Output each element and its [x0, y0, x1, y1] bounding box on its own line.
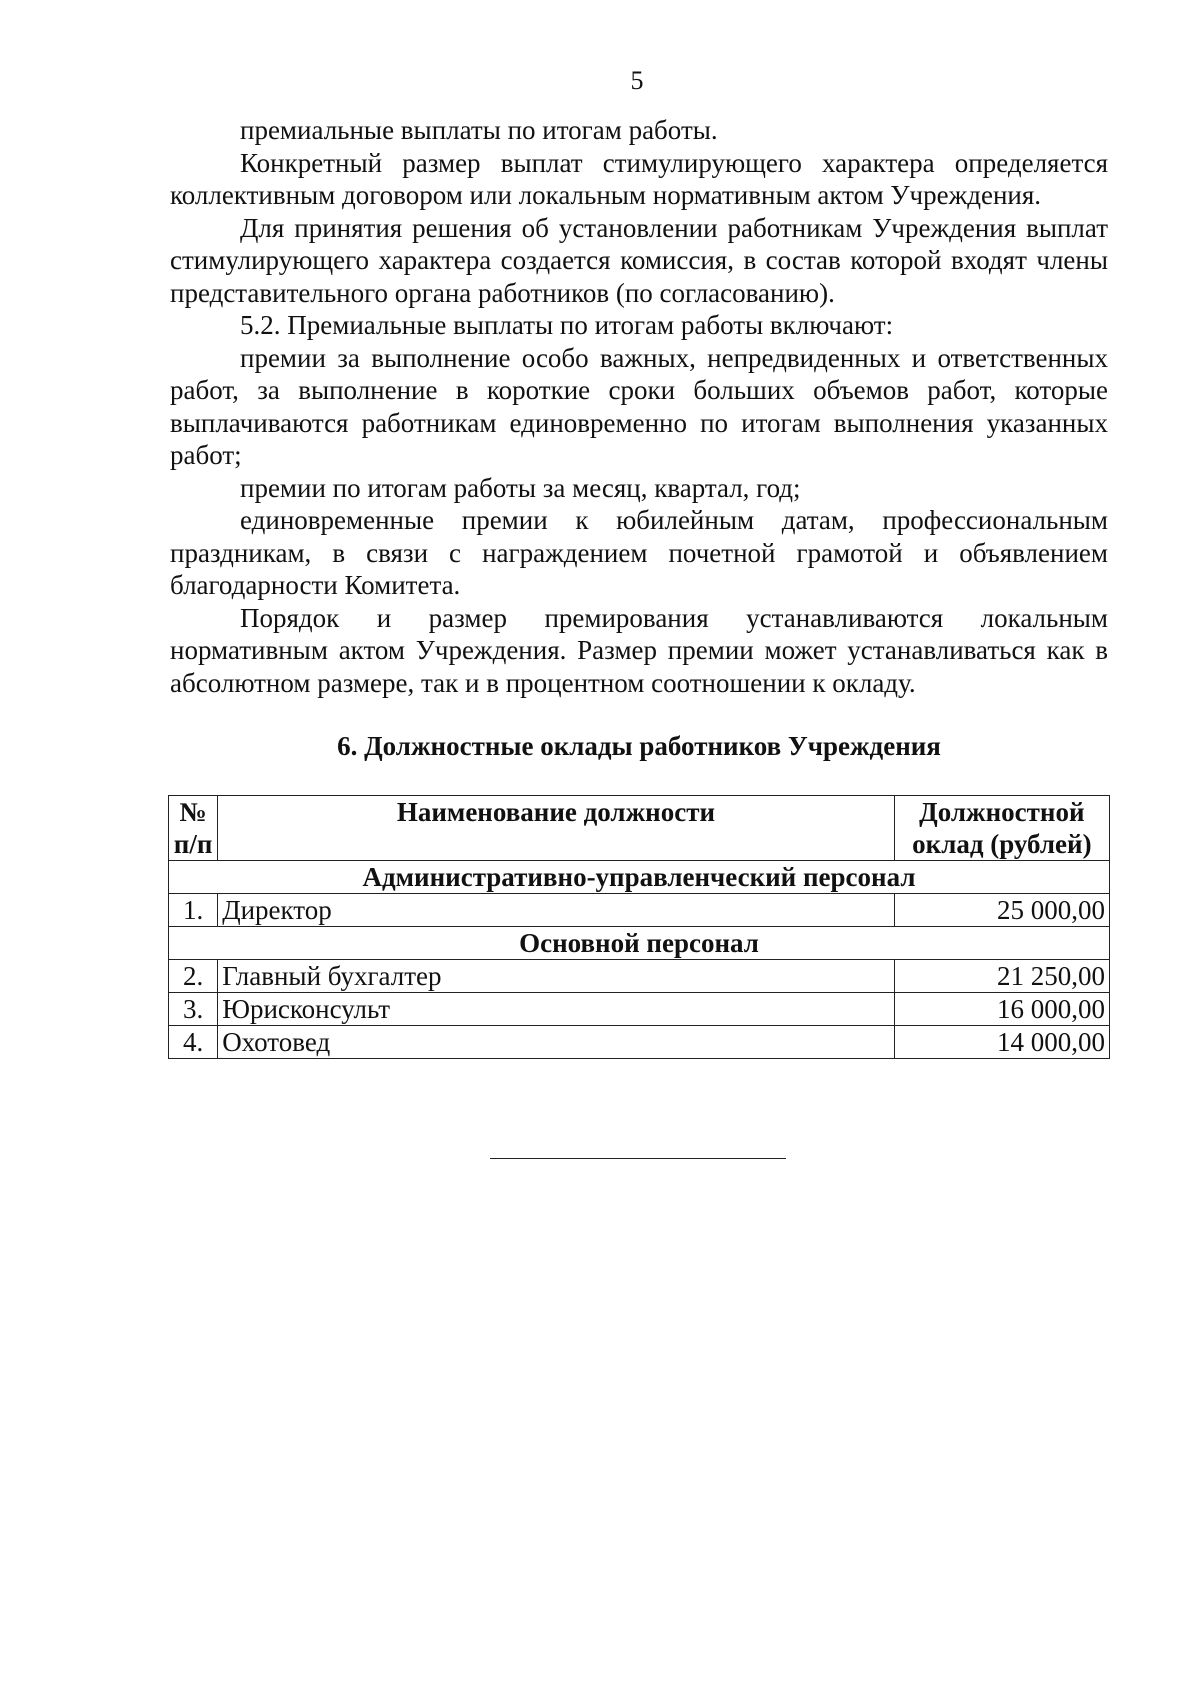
- end-of-document-rule: [490, 1158, 786, 1159]
- row-number: 2.: [169, 960, 218, 993]
- row-number: 3.: [169, 993, 218, 1026]
- table-row: [169, 1026, 1110, 1059]
- header-salary: [894, 796, 1109, 861]
- paragraph: Конкретный размер выплат стимулирующего характера определяется коллективным договором или локальным нормативным актом Учреждения.: [170, 147, 1108, 210]
- salary-value: 25 000,00: [894, 894, 1109, 927]
- position-name: Главный бухгалтер: [218, 960, 895, 993]
- position-name: Юрисконсульт: [218, 993, 895, 1026]
- paragraph: премиальные выплаты по итогам работы.: [240, 115, 718, 145]
- paragraph: премии за выполнение особо важных, непредвиденных и ответственных работ, за выполнение в короткие сроки больших объемов работ, которые выплачиваются работникам единовременно по итогам выполнения указанных работ;: [170, 342, 1108, 470]
- salary-value: 16 000,00: [894, 993, 1109, 1026]
- paragraph: Для принятия решения об установлении работникам Учреждения выплат стимулирующего характера создается комиссия, в состав которой входят члены представительного органа работников (по согласованию).: [170, 212, 1108, 308]
- row-number: 4.: [169, 1026, 218, 1059]
- section-title: 6. Должностные оклады работников Учреждения: [337, 731, 941, 761]
- position-name: Охотовед: [218, 1026, 895, 1059]
- header-position-name: Наименование должности: [218, 796, 895, 861]
- salary-value: 14 000,00: [894, 1026, 1109, 1059]
- header-number: [169, 796, 218, 861]
- paragraph: 5.2. Премиальные выплаты по итогам работы включают:: [240, 310, 894, 340]
- table-header-row: [169, 796, 1110, 861]
- table-row: [169, 960, 1110, 993]
- salary-table: [168, 795, 1110, 1059]
- header-salary-line1: Должностной: [919, 797, 1085, 827]
- table-row: [169, 993, 1110, 1026]
- group-title: Административно-управленческий персонал: [169, 861, 1110, 894]
- salary-value: 21 250,00: [894, 960, 1109, 993]
- header-salary-line2: оклад (рублей): [912, 829, 1092, 859]
- position-name: Директор: [218, 894, 895, 927]
- body-text: [170, 114, 1108, 699]
- group-row-administrative: [169, 861, 1110, 894]
- paragraph: Порядок и размер премирования устанавливаются локальным нормативным актом Учреждения. Размер премии может устанавливаться как в абсолютном размере, так и в процентном соотношении к окладу.: [170, 602, 1108, 698]
- paragraph: премии по итогам работы за месяц, квартал, год;: [240, 472, 801, 503]
- group-row-main: [169, 927, 1110, 960]
- table-row: [169, 894, 1110, 927]
- row-number: 1.: [169, 894, 218, 927]
- paragraph: единовременные премии к юбилейным датам, профессиональным праздникам, в связи с награждением почетной грамотой и объявлением благодарности Комитета.: [170, 505, 1108, 600]
- group-title: Основной персонал: [169, 927, 1110, 960]
- header-number-line1: №: [179, 797, 207, 827]
- header-number-line2: п/п: [173, 829, 213, 859]
- page-number: 5: [630, 66, 644, 95]
